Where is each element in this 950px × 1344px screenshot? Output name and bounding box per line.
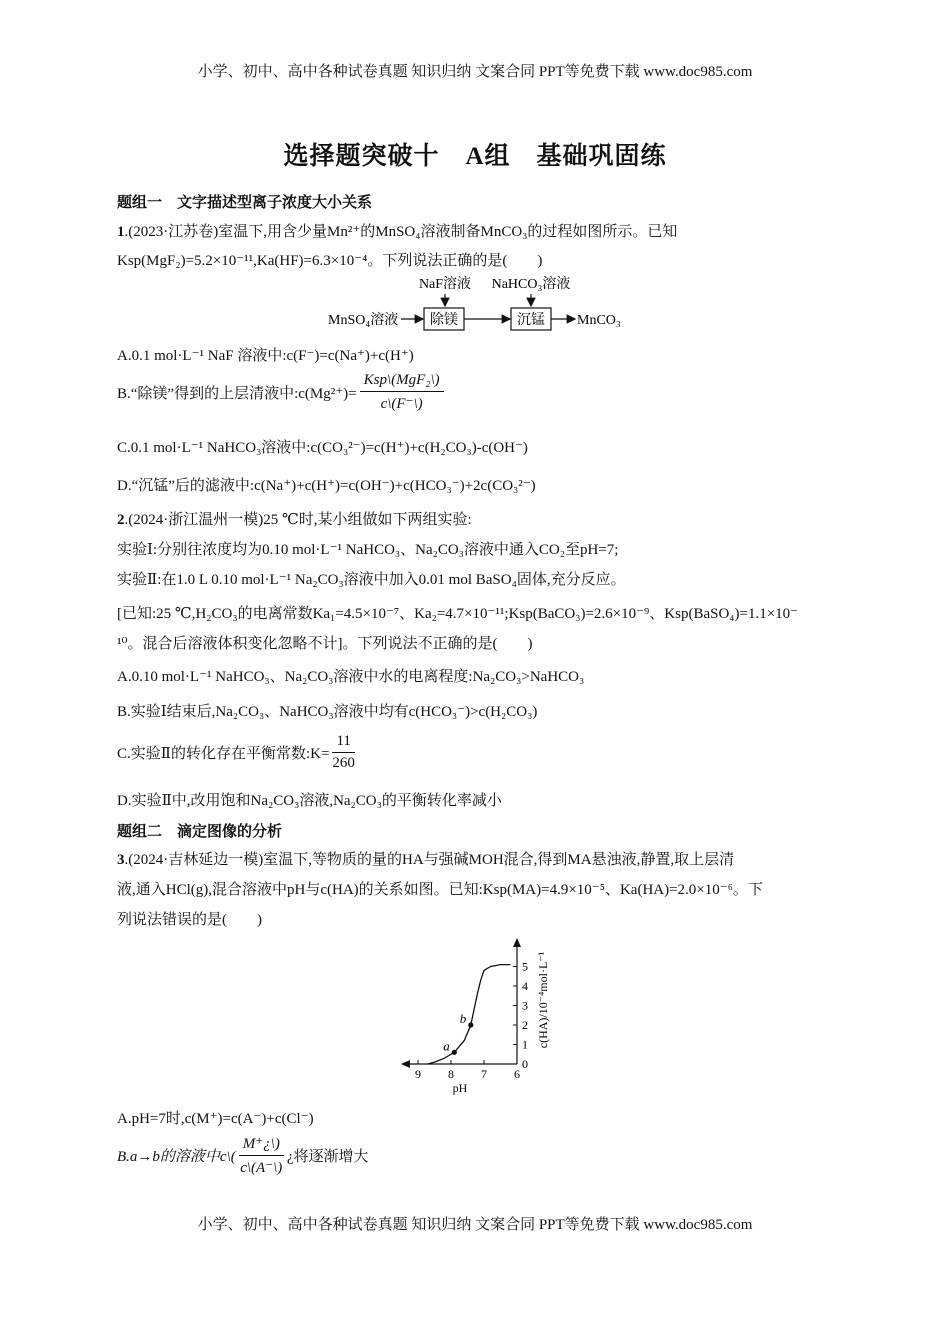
q2-option-a: A.0.10 mol·L⁻¹ NaHCO₃、Na₂CO₃溶液中水的电离程度:Na₂CO₃>NaHCO₃ xyxy=(117,669,585,685)
chart-ylabel: c(HA)/10⁻⁴mol·L⁻¹ xyxy=(536,951,550,1049)
q1-option-d: D.“沉锰”后的滤液中:c(Na⁺)+c(H⁺)=c(OH⁻)+c(HCO₃⁻)+2c(CO₃²⁻) xyxy=(117,478,536,494)
y-tick-label: 0 xyxy=(522,1057,528,1071)
q1-line2: Ksp(MgF₂)=5.2×10⁻¹¹,Ka(HF)=6.3×10⁻⁴。下列说法正确的是( ) xyxy=(117,253,543,269)
page-header: 小学、初中、高中各种试卷真题 知识归纳 文案合同 PPT等免费下载 www.doc985.com xyxy=(197,64,753,80)
q3-option-a: A.pH=7时,c(M⁺)=c(A⁻)+c(Cl⁻) xyxy=(117,1111,314,1127)
q1-flow-diagram xyxy=(325,272,625,334)
flow-start: MnSO₄溶液 xyxy=(328,313,399,328)
q2-experiment-1: 实验Ⅰ:分别往浓度均为0.10 mol·L⁻¹ NaHCO₃、Na₂CO₃溶液中通入CO₂至pH=7; xyxy=(117,542,619,558)
group-2-heading: 题组二 滴定图像的分析 xyxy=(117,824,283,840)
x-axis-arrow xyxy=(401,1060,410,1068)
y-tick-label: 4 xyxy=(522,979,528,993)
q2-experiment-2: 实验Ⅱ:在1.0 L 0.10 mol·L⁻¹ Na₂CO₃溶液中加入0.01 mol BaSO₄固体,充分反应。 xyxy=(117,572,626,588)
y-tick-label: 2 xyxy=(522,1018,528,1032)
flow-reagent-2: NaHCO₃溶液 xyxy=(491,277,571,292)
point-label-a: a xyxy=(443,1038,450,1054)
x-tick-label: 7 xyxy=(481,1067,487,1081)
q3-line3: 列说法错误的是( ) xyxy=(117,912,262,928)
q2-known-2: ¹⁰。混合后溶液体积变化忽略不计]。下列说法不正确的是( ) xyxy=(117,636,533,652)
y-axis-arrow xyxy=(513,938,521,947)
flow-end: MnCO₃ xyxy=(577,313,621,328)
y-tick-label: 5 xyxy=(522,959,528,974)
x-tick-label: 9 xyxy=(415,1067,421,1081)
q3-option-b: B.a→b的溶液中c\( $\frac{M^+¿\backslash)}{c\backslash(A^-\backslash)}$ ¿将逐渐增大 xyxy=(117,1136,369,1176)
flow-box-1-label: 除镁 xyxy=(430,313,458,328)
flow-box-2-label: 沉锰 xyxy=(517,313,545,328)
page-footer: 小学、初中、高中各种试卷真题 知识归纳 文案合同 PPT等免费下载 www.doc985.com xyxy=(197,1217,753,1233)
point-b xyxy=(468,1022,473,1027)
q1-option-c: C.0.1 mol·L⁻¹ NaHCO₃溶液中:c(CO₃²⁻)=c(H⁺)+c(H₂CO₃)-c(OH⁻) xyxy=(117,440,528,456)
q2-option-b: B.实验Ⅰ结束后,Na₂CO₃、NaHCO₃溶液中均有c(HCO₃⁻)>c(H₂CO₃) xyxy=(117,704,538,720)
group-1-heading: 题组一 文字描述型离子浓度大小关系 xyxy=(117,195,373,211)
x-tick-label: 6 xyxy=(514,1067,520,1081)
x-tick-label: 8 xyxy=(448,1067,454,1081)
q2-line1: 2.(2024·浙江温州一模)25 ℃时,某小组做如下两组实验: xyxy=(117,512,472,528)
q1-option-b: B.“除镁”得到的上层清液中:c(Mg²⁺)= $\frac{\text{Ksp\textbackslash{}(MgF₂\textbackslash{})}}{c\backslash(F^-\backslash)}$ xyxy=(117,372,447,413)
q1-option-a: A.0.1 mol·L⁻¹ NaF 溶液中:c(F⁻)=c(Na⁺)+c(H⁺) xyxy=(117,348,414,364)
q2-option-d: D.实验Ⅱ中,改用饱和Na₂CO₃溶液,Na₂CO₃的平衡转化率减小 xyxy=(117,793,502,809)
q2-option-c: C.实验Ⅱ的转化存在平衡常数:K= $\frac{11}{260}$ xyxy=(117,733,355,771)
point-a xyxy=(452,1050,457,1055)
chart-xlabel: pH xyxy=(452,1081,468,1095)
page-title: 选择题突破十 A组 基础巩固练 xyxy=(283,143,667,170)
series-curve xyxy=(428,965,511,1064)
y-tick-label: 3 xyxy=(522,998,528,1013)
q3-line2: 液,通入HCl(g),混合溶液中pH与c(HA)的关系如图。已知:Ksp(MA)=4.9×10⁻⁵、Ka(HA)=2.0×10⁻⁶。下 xyxy=(117,882,763,898)
y-tick-label: 1 xyxy=(522,1037,528,1052)
point-label-b: b xyxy=(459,1011,467,1026)
q3-line1: 3.(2024·吉林延边一模)室温下,等物质的量的HA与强碱MOH混合,得到MA悬浊液,静置,取上层清 xyxy=(117,852,735,868)
q1-line1: 1.(2023·江苏卷)室温下,用含少量Mn²⁺的MnSO₄溶液制备MnCO₃的过程如图所示。已知 xyxy=(117,224,678,240)
flow-reagent-1: NaF溶液 xyxy=(418,277,472,292)
q3-ph-chart xyxy=(395,930,565,1098)
q2-known-1: [已知:25 ℃,H₂CO₃的电离常数Ka₁=4.5×10⁻⁷、Ka₂=4.7×10⁻¹¹;Ksp(BaCO₃)=2.6×10⁻⁹、Ksp(BaSO₄)=1.1×10⁻ xyxy=(117,606,799,622)
